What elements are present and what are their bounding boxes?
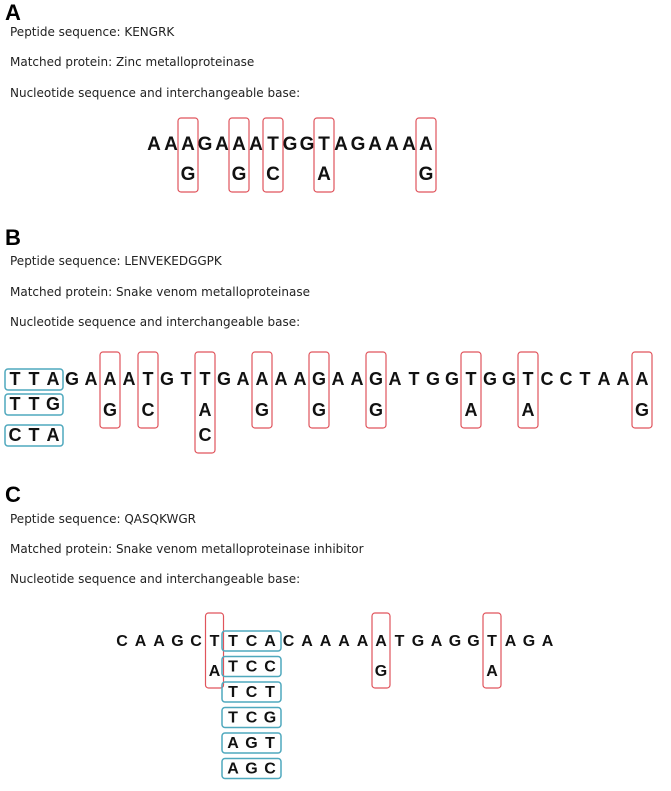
sequence-base: G	[482, 369, 498, 389]
alternative-base: C	[141, 400, 155, 420]
matched-protein-c: Matched protein: Snake venom metalloproteinase inhibitor	[10, 542, 364, 556]
nucleotide-label-c: Nucleotide sequence and interchangeable base:	[10, 572, 301, 586]
alternative-base: G	[254, 400, 270, 420]
sequence-base: A	[338, 633, 350, 650]
sequence-base: A	[181, 134, 195, 155]
alternative-base: A	[208, 663, 221, 680]
sequence-base: A	[153, 633, 165, 650]
codon-base: T	[28, 425, 40, 445]
alternative-base: G	[374, 663, 388, 680]
alternative-base: G	[102, 400, 118, 420]
sequence-base: A	[331, 369, 345, 389]
sequence-base: T	[318, 134, 330, 155]
alternative-base: C	[198, 425, 212, 445]
alternative-base: A	[521, 400, 535, 420]
codon-base: T	[265, 684, 275, 701]
sequence-base: C	[116, 633, 128, 650]
peptide-sequence-b: Peptide sequence: LENVEKEDGGPK	[10, 254, 222, 268]
sequence-base: A	[430, 633, 443, 650]
peptide-sequence-a: Peptide sequence: KENGRK	[10, 25, 175, 39]
sequence-base: A	[264, 633, 276, 650]
sequence-base: G	[64, 369, 80, 389]
sequence-base: A	[236, 369, 250, 389]
sequence-base: T	[9, 369, 21, 389]
sequence-base: C	[559, 369, 573, 389]
codon-base: T	[228, 709, 238, 727]
sequence-base: A	[350, 369, 364, 389]
sequence-base: G	[522, 633, 536, 650]
panel-letter-c: C	[5, 482, 21, 507]
alternative-base: C	[266, 164, 280, 185]
sequence-base: A	[147, 134, 161, 155]
sequence-base: C	[282, 633, 295, 650]
sequence-base: G	[411, 633, 425, 650]
sequence-base: G	[444, 369, 460, 389]
codon-base: A	[227, 760, 239, 778]
codon-base: G	[45, 394, 61, 414]
panel-letter-b: B	[5, 225, 21, 250]
sequence-base: C	[245, 633, 258, 650]
sequence-base: T	[267, 134, 279, 155]
codon-base: C	[245, 684, 258, 701]
alternative-base: G	[231, 164, 247, 185]
sequence-base: A	[232, 134, 246, 155]
sequence-base: A	[541, 633, 554, 650]
sequence-base: T	[408, 369, 420, 389]
sequence-base: G	[350, 134, 366, 155]
alternative-base: G	[180, 164, 196, 185]
codon-base: C	[264, 658, 276, 676]
sequence-base: A	[301, 633, 313, 650]
matched-protein-b: Matched protein: Snake venom metalloproteinase	[10, 285, 310, 299]
sequence-base: A	[388, 369, 402, 389]
sequence-base: T	[209, 633, 220, 650]
sequence-base: A	[46, 369, 60, 389]
sequence-base: A	[319, 633, 332, 650]
sequence-base: G	[368, 369, 384, 389]
sequence-base: A	[164, 134, 178, 155]
sequence-base: A	[334, 134, 348, 155]
sequence-base: T	[394, 633, 405, 650]
sequence-base: T	[487, 633, 497, 650]
alternative-base: A	[198, 400, 212, 420]
sequence-base: A	[84, 369, 98, 389]
codon-base: G	[245, 760, 258, 778]
sequence-base: A	[616, 369, 630, 389]
sequence-base: T	[522, 369, 534, 389]
codon-base: A	[46, 425, 60, 445]
alternative-base: G	[368, 400, 384, 420]
sequence-base: T	[228, 633, 238, 650]
sequence-base: A	[122, 369, 136, 389]
sequence-base: T	[28, 369, 40, 389]
sequence-base: G	[197, 134, 213, 155]
sequence-base: A	[419, 134, 433, 155]
sequence-base: A	[103, 369, 117, 389]
sequence-base: T	[199, 369, 211, 389]
sequence-base: A	[597, 369, 611, 389]
codon-base: T	[228, 684, 238, 701]
sequence-base: A	[249, 134, 263, 155]
matched-protein-a: Matched protein: Zinc metalloproteinase	[10, 55, 255, 69]
sequence-base: G	[448, 633, 462, 650]
sequence-base: G	[425, 369, 441, 389]
sequence-base: T	[465, 369, 477, 389]
codon-base: T	[228, 658, 238, 676]
sequence-base: G	[282, 134, 298, 155]
sequence-base: G	[311, 369, 327, 389]
alternative-base: G	[418, 164, 434, 185]
sequence-base: A	[215, 134, 229, 155]
codon-base: T	[28, 394, 40, 414]
panel-letter-a: A	[5, 0, 21, 25]
sequence-base: A	[356, 633, 369, 650]
alternative-base: A	[464, 400, 478, 420]
sequence-base: C	[540, 369, 554, 389]
sequence-base: A	[504, 633, 517, 650]
sequence-base: A	[274, 369, 288, 389]
sequence-base: A	[134, 633, 147, 650]
sequence-base: T	[142, 369, 154, 389]
codon-base: C	[264, 760, 276, 778]
nucleotide-label-a: Nucleotide sequence and interchangeable base:	[10, 86, 301, 100]
codon-base: T	[265, 735, 275, 752]
sequence-base: G	[501, 369, 517, 389]
sequence-base: A	[635, 369, 649, 389]
peptide-sequence-c: Peptide sequence: QASQKWGR	[10, 512, 197, 526]
sequence-base: A	[402, 134, 416, 155]
sequence-base: T	[180, 369, 192, 389]
sequence-base: A	[385, 134, 399, 155]
codon-base: C	[245, 709, 258, 727]
sequence-base: G	[299, 134, 315, 155]
sequence-base: C	[190, 633, 202, 650]
alternative-base: A	[317, 164, 331, 185]
sequence-base: G	[171, 633, 184, 650]
nucleotide-label-b: Nucleotide sequence and interchangeable base:	[10, 315, 301, 329]
codon-base: A	[227, 735, 239, 752]
alternative-base: G	[634, 400, 650, 420]
codon-base: C	[8, 425, 22, 445]
sequence-base: G	[216, 369, 232, 389]
sequence-base: T	[579, 369, 591, 389]
alternative-base: A	[486, 663, 498, 680]
sequence-base: A	[368, 134, 382, 155]
sequence-base: A	[255, 369, 269, 389]
sequence-base: A	[375, 633, 387, 650]
codon-base: T	[9, 394, 21, 414]
sequence-base: A	[293, 369, 307, 389]
codon-base: G	[263, 709, 277, 727]
codon-base: C	[245, 658, 258, 676]
sequence-base: G	[467, 633, 480, 650]
alternative-base: G	[311, 400, 327, 420]
codon-base: G	[245, 735, 258, 752]
sequence-base: G	[159, 369, 175, 389]
